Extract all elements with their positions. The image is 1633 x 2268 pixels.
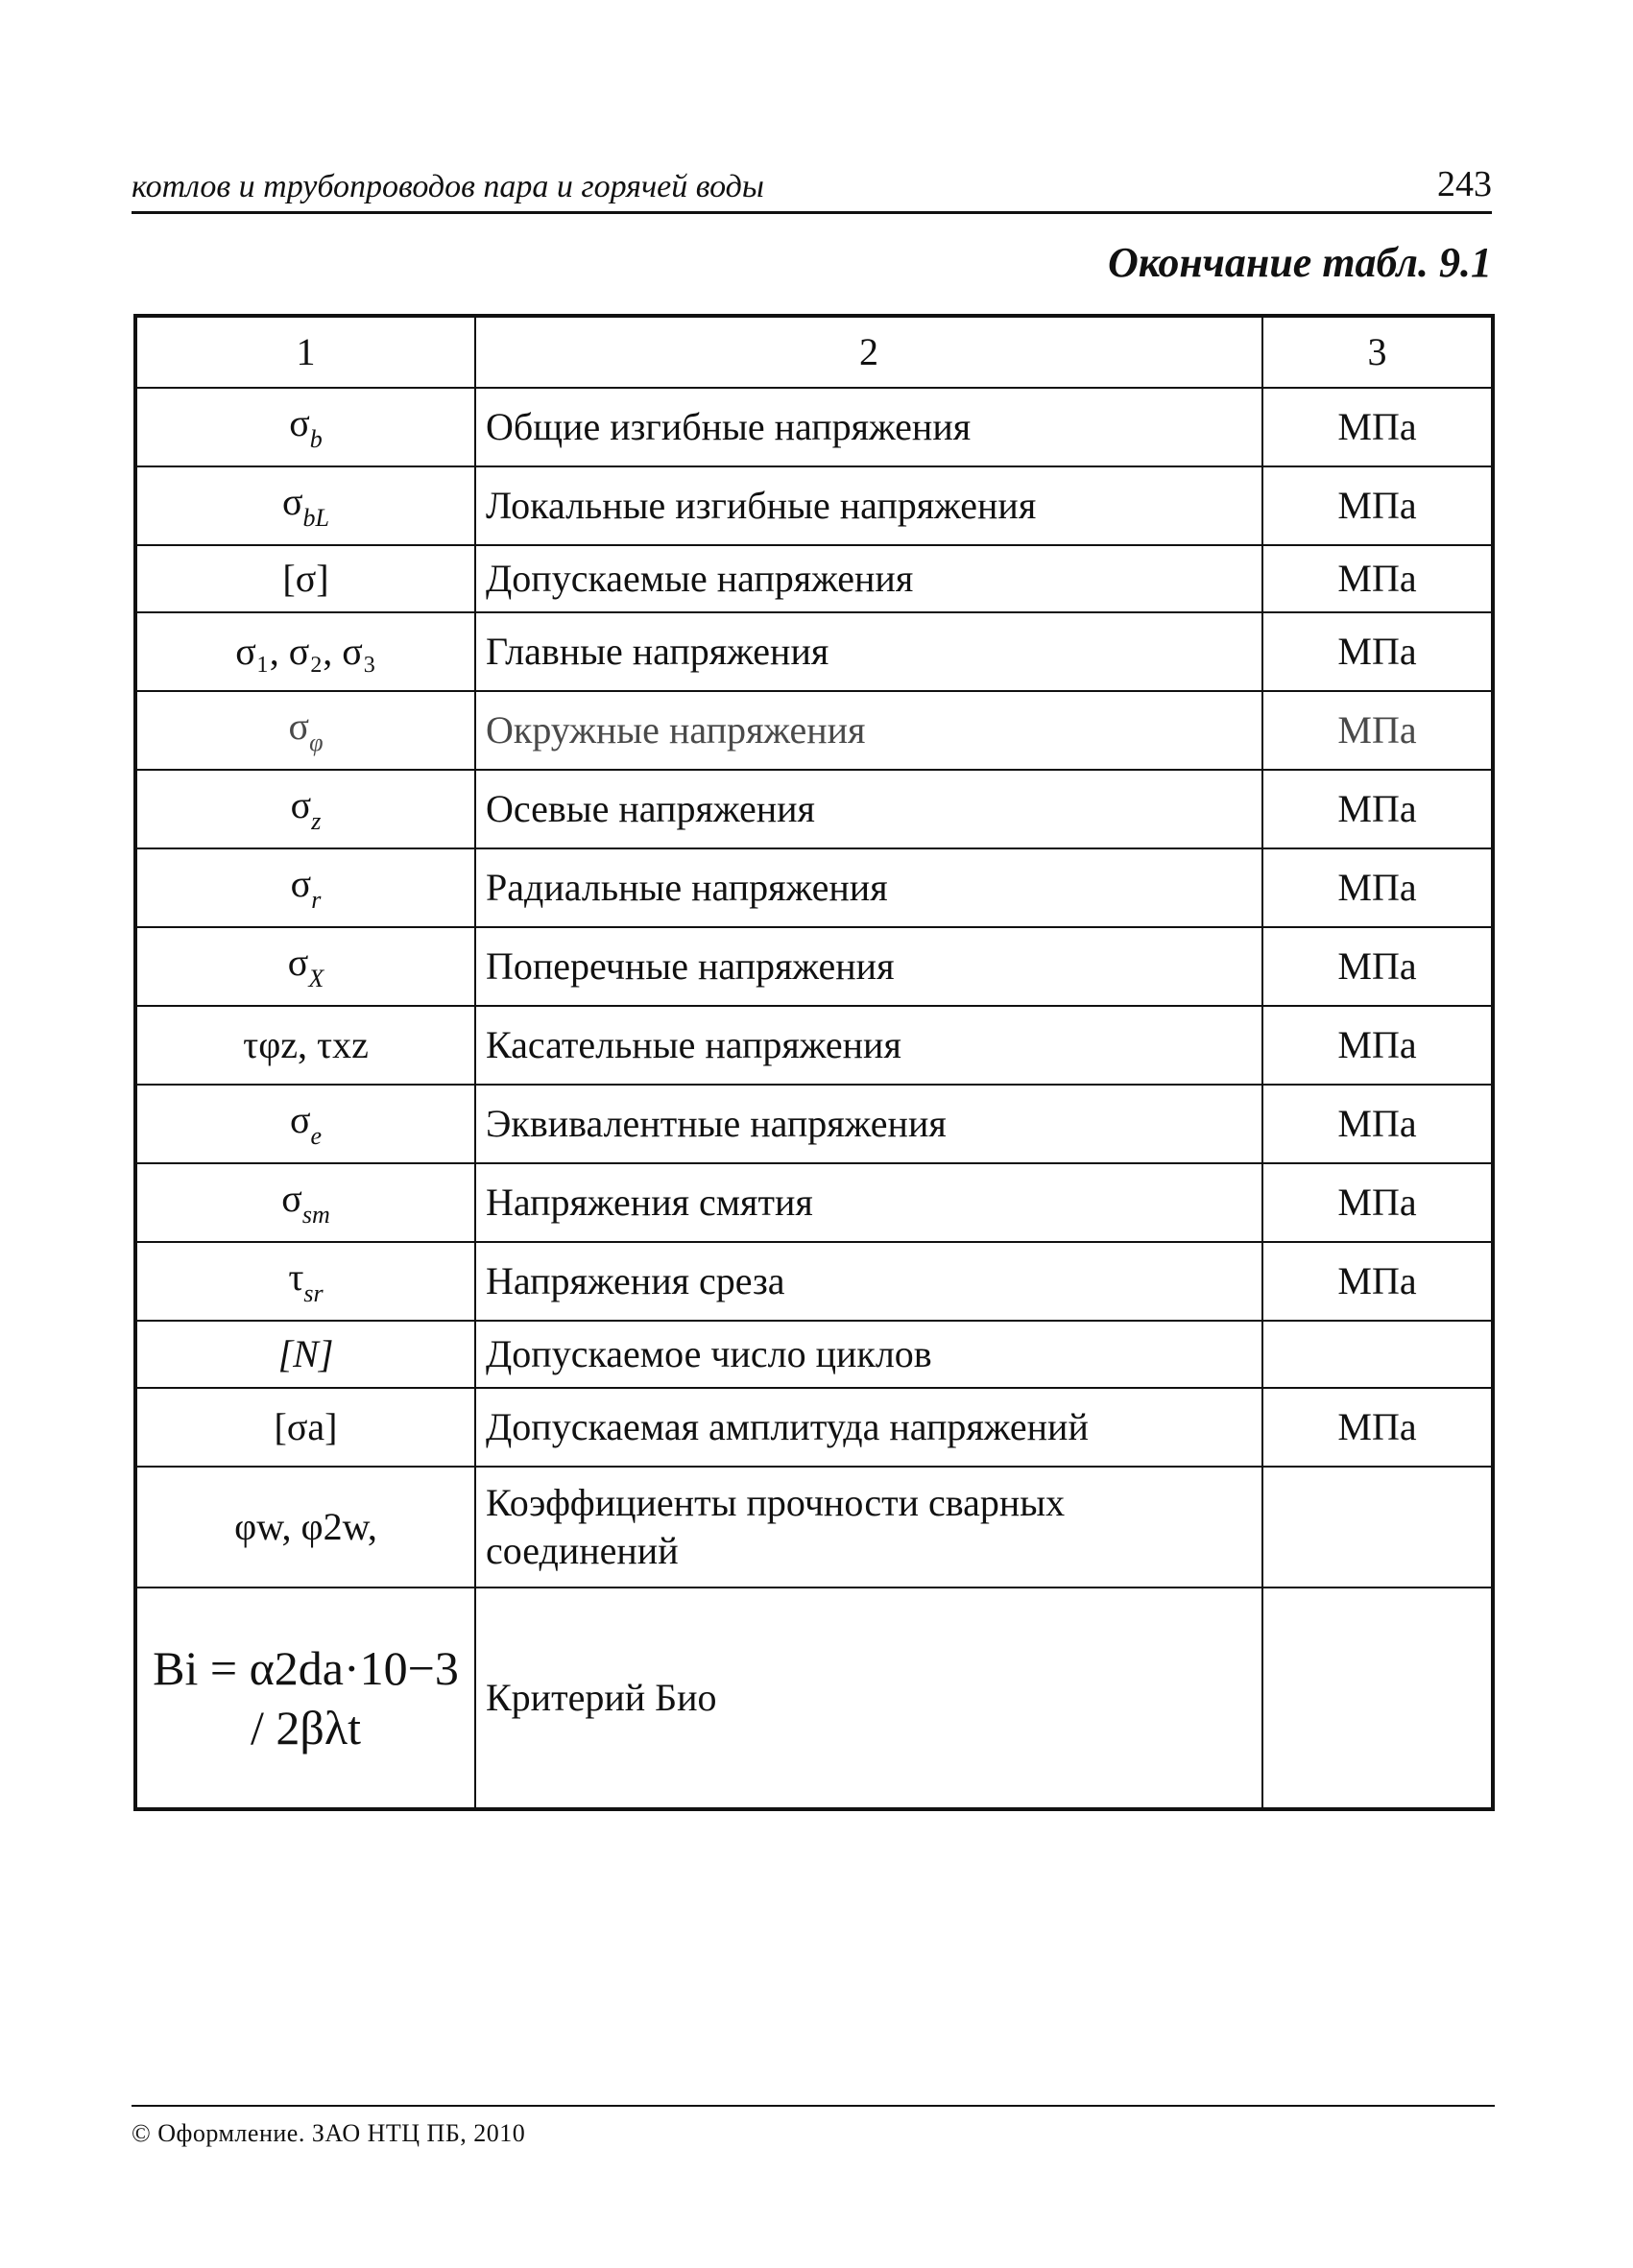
description-cell: Главные напряжения (475, 612, 1262, 691)
unit-cell: МПа (1262, 770, 1493, 848)
symbol-cell: σ₁, σ₂, σ₃ (135, 612, 475, 691)
symbol-cell: $\sigma_{sm}$ (135, 1163, 475, 1242)
description-cell: Общие изгибные напряжения (475, 388, 1262, 466)
description-cell: Напряжения среза (475, 1242, 1262, 1321)
column-header: 2 (475, 316, 1262, 388)
biot-formula: Bi = α2da·10−3 / 2βλt (153, 1640, 459, 1755)
unit-cell: МПа (1262, 545, 1493, 612)
symbol-cell: $\sigma_{bL}$ (135, 466, 475, 545)
symbol-cell: $\sigma_z$ (135, 770, 475, 848)
table-row (135, 848, 1493, 927)
table-header-row (135, 316, 1493, 388)
unit-cell: МПа (1262, 848, 1493, 927)
table-row (135, 1006, 1493, 1085)
symbol-cell: φw, φ2w, (135, 1467, 475, 1588)
description-cell: Критерий Био (475, 1588, 1262, 1809)
unit-cell: МПа (1262, 612, 1493, 691)
table-row (135, 1388, 1493, 1467)
table-row (135, 545, 1493, 612)
symbol-cell: [σa] (135, 1388, 475, 1467)
description-cell: Радиальные напряжения (475, 848, 1262, 927)
table-row (135, 612, 1493, 691)
symbol-cell: $\sigma_\varphi$ (135, 691, 475, 770)
footer-rule (132, 2105, 1495, 2107)
table-row (135, 1085, 1493, 1163)
symbol-cell: [N] (135, 1321, 475, 1388)
footer-credit: © Оформление. ЗАО НТЦ ПБ, 2010 (132, 2119, 526, 2147)
formula-cell (135, 1588, 475, 1809)
table-caption: Окончание табл. 9.1 (1107, 239, 1492, 286)
description-cell: Напряжения смятия (475, 1163, 1262, 1242)
description-cell: Допускаемое число циклов (475, 1321, 1262, 1388)
unit-cell: МПа (1262, 1006, 1493, 1085)
unit-cell: МПа (1262, 691, 1493, 770)
column-header: 1 (135, 316, 475, 388)
unit-cell: МПа (1262, 1242, 1493, 1321)
description-cell: Коэффициенты прочности сварных соединений (475, 1467, 1262, 1588)
description-cell: Допускаемая амплитуда напряжений (475, 1388, 1262, 1467)
symbol-cell: $\sigma_X$ (135, 927, 475, 1006)
description-cell: Осевые напряжения (475, 770, 1262, 848)
symbol-cell: $\sigma_e$ (135, 1085, 475, 1163)
symbol-cell: $\sigma_r$ (135, 848, 475, 927)
table-row (135, 691, 1493, 770)
unit-cell: МПа (1262, 1085, 1493, 1163)
page-number: 243 (1437, 164, 1492, 204)
table-row (135, 388, 1493, 466)
table-row (135, 1321, 1493, 1388)
table-row (135, 1242, 1493, 1321)
unit-cell: МПа (1262, 388, 1493, 466)
unit-cell (1262, 1321, 1493, 1388)
table-row (135, 1467, 1493, 1588)
unit-cell: МПа (1262, 1163, 1493, 1242)
table-row (135, 927, 1493, 1006)
description-cell: Поперечные напряжения (475, 927, 1262, 1006)
running-title: котлов и трубопроводов пара и горячей воды (132, 169, 764, 204)
symbol-cell: [σ] (135, 545, 475, 612)
running-header (132, 163, 1492, 214)
parameters-table (133, 314, 1495, 1811)
unit-cell: МПа (1262, 466, 1493, 545)
description-cell: Окружные напряжения (475, 691, 1262, 770)
description-cell: Локальные изгибные напряжения (475, 466, 1262, 545)
symbol-cell: τφz, τxz (135, 1006, 475, 1085)
symbol-cell: $\sigma_b$ (135, 388, 475, 466)
table-row (135, 770, 1493, 848)
unit-cell (1262, 1588, 1493, 1809)
description-cell: Касательные напряжения (475, 1006, 1262, 1085)
unit-cell: МПа (1262, 927, 1493, 1006)
description-cell: Допускаемые напряжения (475, 545, 1262, 612)
table-row (135, 1163, 1493, 1242)
unit-cell: МПа (1262, 1388, 1493, 1467)
description-cell: Эквивалентные напряжения (475, 1085, 1262, 1163)
column-header: 3 (1262, 316, 1493, 388)
unit-cell (1262, 1467, 1493, 1588)
symbol-cell: $\tau_{sr}$ (135, 1242, 475, 1321)
table-row (135, 1588, 1493, 1809)
table-row (135, 466, 1493, 545)
